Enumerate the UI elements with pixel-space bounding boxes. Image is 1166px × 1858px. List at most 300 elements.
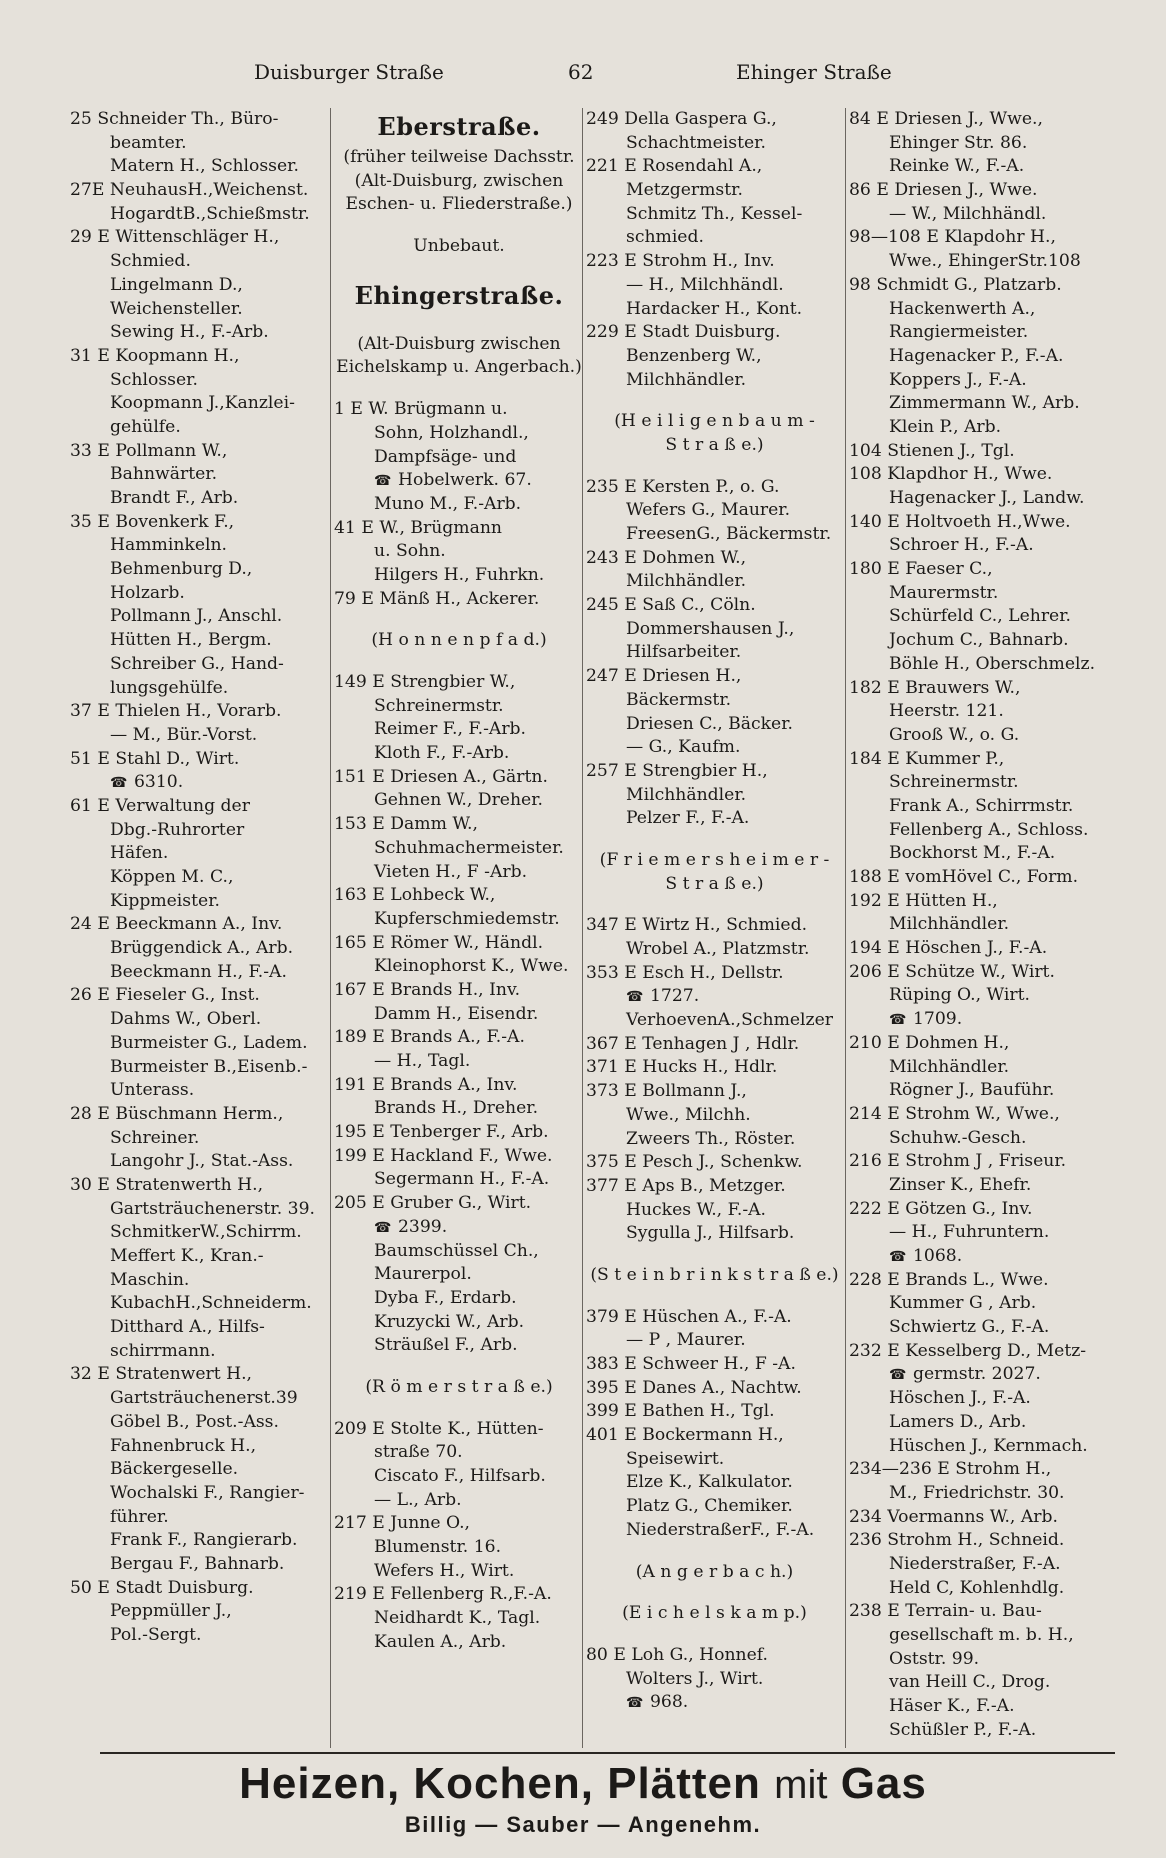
entry-text: Schüßler P., F.-A.	[889, 1719, 1037, 1740]
directory-entry	[70, 179, 328, 203]
street-note	[586, 434, 843, 458]
directory-entry	[70, 866, 328, 890]
directory-entry	[70, 629, 328, 653]
entry-text: Oststr. 99.	[889, 1648, 980, 1669]
entry-text: 84 E Driesen J., Wwe.,	[849, 109, 1043, 129]
directory-entry	[70, 890, 328, 914]
directory-entry	[586, 108, 843, 132]
entry-text: — P , Maurer.	[626, 1330, 746, 1351]
entry-text: Frank A., Schirrmstr.	[889, 795, 1074, 816]
directory-entry	[586, 321, 843, 345]
entry-text: Metzgermstr.	[626, 180, 743, 201]
directory-entry	[70, 653, 328, 677]
directory-entry	[586, 1009, 843, 1033]
entry-text: Wefers H., Wirt.	[374, 1560, 515, 1581]
entry-text: Dampfsäge- und	[374, 446, 517, 467]
directory-entry	[586, 250, 843, 274]
entry-text: 184 E Kummer P.,	[849, 748, 1005, 769]
entry-text: NiederstraßerF., F.-A.	[626, 1519, 815, 1540]
entry-text: 153 E Damm W.,	[334, 814, 478, 835]
directory-entry	[849, 1363, 1111, 1387]
directory-column-4	[849, 108, 1111, 1742]
directory-entry	[70, 108, 328, 132]
ad-gas: Gas	[840, 1759, 927, 1808]
directory-entry	[334, 884, 584, 908]
directory-entry	[849, 1577, 1111, 1601]
directory-entry	[849, 1316, 1111, 1340]
directory-entry	[334, 837, 584, 861]
entry-text: 234 Voermanns W., Arb.	[849, 1506, 1058, 1527]
spacer	[334, 1400, 584, 1418]
directory-entry	[70, 1292, 328, 1316]
entry-text: Blumenstr. 16.	[374, 1537, 502, 1558]
directory-entry	[334, 1263, 584, 1287]
entry-text: FreesenG., Bäckermstr.	[626, 524, 832, 544]
entry-text: Behmenburg D.,	[110, 559, 253, 580]
entry-text: Kippmeister.	[110, 890, 220, 911]
directory-entry	[849, 1127, 1111, 1151]
entry-text: Muno M., F.-Arb.	[374, 493, 522, 514]
directory-entry	[70, 155, 328, 179]
directory-entry	[849, 250, 1111, 274]
entry-text: Rüping O., Wirt.	[889, 985, 1030, 1006]
entry-text: germstr. 2027.	[913, 1364, 1041, 1385]
directory-column-1	[70, 108, 328, 1648]
directory-entry	[70, 771, 328, 795]
directory-entry	[849, 511, 1111, 535]
directory-entry	[849, 534, 1111, 558]
entry-text: Bahnwärter.	[110, 464, 218, 485]
entry-text: 257 E Strengbier H.,	[586, 760, 768, 781]
entry-text: Zweers Th., Röster.	[626, 1128, 796, 1149]
entry-text: (H e i l i g e n b a u m -	[614, 411, 815, 432]
directory-entry	[70, 1032, 328, 1056]
spacer	[334, 380, 584, 398]
directory-entry	[849, 961, 1111, 985]
street-note	[586, 410, 843, 434]
directory-entry	[849, 108, 1111, 132]
directory-entry	[70, 392, 328, 416]
entry-text: Klein P., Arb.	[889, 416, 1002, 437]
directory-entry	[849, 1719, 1111, 1743]
entry-text: Schreiner.	[110, 1127, 200, 1148]
directory-entry	[70, 511, 328, 535]
entry-text: Schreinermstr.	[374, 695, 504, 716]
entry-text: 188 E vomHövel C., Form.	[849, 867, 1079, 887]
entry-text: (E i c h e l s k a m p.)	[622, 1603, 807, 1624]
entry-text: 1709.	[913, 1009, 963, 1030]
entry-text: Schroer H., F.-A.	[889, 535, 1034, 556]
directory-entry	[849, 1600, 1111, 1624]
entry-text: 86 E Driesen J., Wwe.	[849, 180, 1038, 201]
entry-text: Brands H., Dreher.	[374, 1098, 539, 1119]
directory-entry	[70, 534, 328, 558]
directory-entry	[586, 1448, 843, 1472]
directory-entry	[586, 1151, 843, 1175]
directory-entry	[334, 813, 584, 837]
directory-entry	[70, 961, 328, 985]
entry-text: Zimmermann W., Arb.	[889, 393, 1080, 414]
entry-text: Bäckermstr.	[626, 689, 732, 710]
directory-entry	[586, 784, 843, 808]
entry-text: Kupferschmiedemstr.	[374, 908, 560, 929]
entry-text: Wolters J., Wirt.	[626, 1668, 764, 1689]
directory-entry	[586, 226, 843, 250]
directory-entry	[586, 1495, 843, 1519]
street-heading	[334, 277, 584, 315]
entry-text: Kaulen A., Arb.	[374, 1631, 507, 1652]
entry-text: Kummer G , Arb.	[889, 1293, 1037, 1314]
directory-entry	[334, 1441, 584, 1465]
column-divider	[845, 108, 846, 1748]
directory-entry	[334, 1097, 584, 1121]
entry-text: Dahms W., Oberl.	[110, 1009, 262, 1030]
directory-entry	[586, 132, 843, 156]
directory-entry	[334, 1512, 584, 1536]
entry-text: 140 E Holtvoeth H.,Wwe.	[849, 511, 1071, 532]
entry-text: S t r a ß e.)	[665, 873, 764, 894]
directory-entry	[70, 1245, 328, 1269]
directory-entry	[849, 1198, 1111, 1222]
street-note	[586, 1561, 843, 1585]
entry-text: 206 E Schütze W., Wirt.	[849, 961, 1055, 982]
directory-entry	[849, 440, 1111, 464]
directory-entry	[586, 1329, 843, 1353]
entry-text: (früher teilweise Dachsstr.	[343, 147, 575, 167]
directory-entry	[849, 1340, 1111, 1364]
entry-text: Elze K., Kalkulator.	[626, 1472, 793, 1493]
entry-text: Zinser K., Ehefr.	[889, 1174, 1032, 1195]
entry-text: Heerstr. 121.	[889, 701, 1004, 722]
directory-entry	[334, 398, 584, 422]
entry-text: 165 E Römer W., Händl.	[334, 932, 544, 953]
directory-entry	[849, 416, 1111, 440]
entry-text: Pelzer F., F.-A.	[626, 808, 750, 829]
directory-entry	[334, 1168, 584, 1192]
entry-text: Unbebaut.	[413, 236, 505, 257]
entry-text: 51 E Stahl D., Wirt.	[70, 748, 240, 769]
telephone-icon: ☎	[110, 775, 128, 792]
entry-text: 210 E Dohmen H.,	[849, 1032, 1010, 1053]
directory-entry	[849, 345, 1111, 369]
directory-entry	[586, 1080, 843, 1104]
directory-entry	[586, 985, 843, 1009]
directory-entry	[849, 1624, 1111, 1648]
entry-text: Milchhändler.	[889, 914, 1010, 935]
entry-text: Vieten H., F -Arb.	[374, 861, 528, 882]
directory-entry	[586, 618, 843, 642]
directory-entry	[334, 955, 584, 979]
directory-entry	[334, 695, 584, 719]
directory-entry	[849, 1435, 1111, 1459]
entry-text: lungsgehülfe.	[110, 677, 229, 698]
directory-entry	[70, 369, 328, 393]
entry-text: Peppmüller J.,	[110, 1601, 232, 1622]
directory-entry	[334, 1145, 584, 1169]
directory-entry	[70, 1506, 328, 1530]
directory-entry	[586, 665, 843, 689]
entry-text: 236 Strohm H., Schneid.	[849, 1530, 1065, 1551]
entry-text: Schmied.	[110, 251, 191, 272]
directory-entry	[334, 517, 584, 541]
directory-entry	[849, 1056, 1111, 1080]
directory-entry	[586, 807, 843, 831]
entry-text: 235 E Kersten P., o. G.	[586, 476, 780, 497]
entry-text: Gartsträuchenerstr. 39.	[110, 1198, 315, 1219]
entry-text: 29 E Wittenschläger H.,	[70, 227, 280, 248]
entry-text: straße 70.	[374, 1442, 463, 1463]
directory-entry	[586, 962, 843, 986]
entry-text: 195 E Tenberger F., Arb.	[334, 1122, 549, 1143]
directory-entry	[849, 1245, 1111, 1269]
directory-entry	[586, 1353, 843, 1377]
entry-text: Höschen J., F.-A.	[889, 1388, 1031, 1409]
directory-entry	[70, 795, 328, 819]
entry-text: Hagenacker P., F.-A.	[889, 345, 1064, 366]
entry-text: Lingelmann D.,	[110, 274, 243, 295]
directory-entry	[334, 766, 584, 790]
spacer	[586, 1543, 843, 1561]
directory-entry	[334, 1192, 584, 1216]
directory-entry	[70, 1221, 328, 1245]
directory-entry	[70, 1269, 328, 1293]
entry-text: Fahnenbruck H.,	[110, 1435, 257, 1456]
entry-text: Wwe., Milchh.	[626, 1104, 751, 1125]
directory-column-3	[586, 108, 843, 1715]
entry-text: Baumschüssel Ch.,	[374, 1240, 539, 1261]
entry-text: VerhoevenA.,Schmelzer	[626, 1010, 833, 1031]
entry-text: 24 E Beeckmann A., Inv.	[70, 914, 283, 935]
telephone-icon: ☎	[889, 1012, 907, 1029]
entry-text: 373 E Bollmann J.,	[586, 1081, 747, 1102]
entry-text: 401 E Bockermann H.,	[586, 1425, 784, 1446]
directory-entry	[334, 861, 584, 885]
directory-entry	[849, 748, 1111, 772]
entry-text: 223 E Strohm H., Inv.	[586, 251, 775, 272]
street-note	[334, 193, 584, 217]
directory-entry	[849, 487, 1111, 511]
entry-text: führer.	[110, 1506, 169, 1527]
directory-entry	[849, 677, 1111, 701]
directory-entry	[70, 440, 328, 464]
directory-entry	[70, 1127, 328, 1151]
street-note	[334, 146, 584, 170]
directory-entry	[70, 1056, 328, 1080]
telephone-icon: ☎	[374, 473, 392, 490]
directory-entry	[586, 523, 843, 547]
entry-text: Brüggendick A., Arb.	[110, 938, 294, 959]
directory-entry	[334, 1050, 584, 1074]
directory-entry	[70, 1340, 328, 1364]
directory-entry	[849, 321, 1111, 345]
street-note	[334, 333, 584, 357]
entry-text: Hobelwerk. 67.	[398, 470, 532, 491]
entry-text: — G., Kaufm.	[626, 737, 741, 758]
directory-entry	[586, 1033, 843, 1057]
directory-entry	[586, 274, 843, 298]
entry-text: Held C, Kohlenhdlg.	[889, 1577, 1065, 1598]
entry-text: SchmitkerW.,Schirrm.	[110, 1222, 302, 1243]
entry-text: 108 Klapdhor H., Wwe.	[849, 464, 1053, 485]
directory-entry	[849, 653, 1111, 677]
entry-text: 28 E Büschmann Herm.,	[70, 1103, 284, 1124]
directory-entry	[586, 594, 843, 618]
directory-entry	[70, 1435, 328, 1459]
entry-text: Pollmann J., Anschl.	[110, 606, 283, 627]
entry-text: Ditthard A., Hilfs-	[110, 1317, 265, 1338]
directory-entry	[849, 724, 1111, 748]
entry-text: (A n g e r b a c h.)	[635, 1561, 794, 1582]
directory-entry	[849, 700, 1111, 724]
directory-entry	[849, 1150, 1111, 1174]
entry-text: 243 E Dohmen W.,	[586, 547, 747, 568]
entry-text: 27E NeuhausH.,Weichenst.	[70, 180, 309, 201]
entry-text: Hilfsarbeiter.	[626, 642, 742, 663]
entry-text: Schlosser.	[110, 369, 198, 390]
directory-entry	[586, 298, 843, 322]
directory-entry	[70, 842, 328, 866]
telephone-icon: ☎	[889, 1249, 907, 1265]
entry-text: (S t e i n b r i n k s t r a ß e.)	[590, 1264, 839, 1285]
directory-entry	[334, 1216, 584, 1240]
entry-text: Ehingerstraße.	[354, 280, 564, 310]
header-right-street: Ehinger Straße	[736, 60, 892, 84]
entry-text: Neidhardt K., Tagl.	[374, 1608, 541, 1629]
directory-entry	[70, 1553, 328, 1577]
entry-text: — M., Bür.-Vorst.	[110, 724, 258, 745]
entry-text: Rögner J., Bauführ.	[889, 1080, 1055, 1101]
street-note	[334, 1376, 584, 1400]
directory-entry	[586, 1104, 843, 1128]
directory-entry	[849, 1529, 1111, 1553]
entry-text: Häfen.	[110, 843, 169, 864]
entry-text: Wochalski F., Rangier-	[110, 1482, 305, 1503]
directory-entry	[334, 422, 584, 446]
directory-entry	[70, 1529, 328, 1553]
entry-text: Schuhmachermeister.	[374, 837, 564, 858]
entry-text: schmied.	[626, 227, 704, 248]
entry-text: 353 E Esch H., Dellstr.	[586, 962, 784, 983]
entry-text: 30 E Stratenwerth H.,	[70, 1174, 264, 1195]
gas-advertisement	[0, 1758, 1166, 1811]
directory-entry	[70, 274, 328, 298]
entry-text: KubachH.,Schneiderm.	[110, 1293, 312, 1314]
entry-text: Unterass.	[110, 1080, 195, 1101]
entry-text: — H., Fuhruntern.	[889, 1222, 1050, 1243]
street-note	[334, 170, 584, 194]
entry-text: Kleinophorst K., Wwe.	[374, 956, 569, 977]
directory-entry	[586, 1222, 843, 1246]
entry-text: HogardtB.,Schießmstr.	[110, 203, 310, 224]
entry-text: Schürfeld C., Lehrer.	[889, 606, 1072, 627]
entry-text: Matern H., Schlosser.	[110, 156, 299, 177]
directory-entry	[586, 179, 843, 203]
entry-text: Meffert K., Kran.-	[110, 1246, 264, 1266]
entry-text: 25 Schneider Th., Büro-	[70, 109, 279, 129]
entry-text: Hamminkeln.	[110, 535, 228, 556]
entry-text: 33 E Pollmann W.,	[70, 440, 228, 461]
entry-text: Schreiber G., Hand-	[110, 653, 284, 674]
directory-entry	[586, 1306, 843, 1330]
entry-text: Hardacker H., Kont.	[626, 298, 803, 319]
directory-entry	[70, 1624, 328, 1648]
entry-text: Dommershausen J.,	[626, 618, 795, 639]
entry-text: 191 E Brands A., Inv.	[334, 1074, 518, 1095]
entry-text: 228 E Brands L., Wwe.	[849, 1269, 1049, 1290]
entry-text: Huckes W., F.-A.	[626, 1199, 766, 1220]
directory-entry	[70, 203, 328, 227]
spacer	[586, 1288, 843, 1306]
entry-text: — W., Milchhändl.	[889, 203, 1047, 224]
entry-text: van Heill C., Drog.	[889, 1672, 1051, 1693]
directory-entry	[334, 1536, 584, 1560]
directory-entry	[849, 179, 1111, 203]
entry-text: 167 E Brands H., Inv.	[334, 979, 521, 1000]
directory-entry	[70, 937, 328, 961]
directory-entry	[849, 558, 1111, 582]
entry-text: Pol.-Sergt.	[110, 1625, 202, 1645]
directory-entry	[849, 913, 1111, 937]
entry-text: 61 E Verwaltung der	[70, 795, 250, 816]
directory-entry	[849, 866, 1111, 890]
entry-text: 1068.	[913, 1246, 963, 1266]
ad-headline: Heizen, Kochen, Plätten	[239, 1759, 761, 1808]
entry-text: 221 E Rosendahl A.,	[586, 156, 763, 177]
entry-text: Kloth F., F.-Arb.	[374, 743, 510, 764]
directory-entry	[849, 226, 1111, 250]
entry-text: Driesen C., Bäcker.	[626, 713, 793, 734]
entry-text: Milchhändler.	[626, 369, 747, 390]
entry-text: Göbel B., Post.-Ass.	[110, 1411, 279, 1432]
directory-entry	[70, 1008, 328, 1032]
entry-text: Niederstraßer, F.-A.	[889, 1553, 1061, 1574]
directory-entry	[586, 760, 843, 784]
directory-entry	[586, 1668, 843, 1692]
street-note	[334, 356, 584, 380]
directory-entry	[849, 298, 1111, 322]
entry-text: (Alt-Duisburg zwischen	[357, 333, 561, 354]
entry-text: Eschen- u. Fliederstraße.)	[345, 194, 573, 215]
directory-entry	[334, 540, 584, 564]
entry-text: Köppen M. C.,	[110, 867, 234, 887]
directory-entry	[849, 1221, 1111, 1245]
entry-text: Wefers G., Maurer.	[626, 500, 791, 521]
entry-text: 249 Della Gaspera G.,	[586, 109, 777, 129]
entry-text: 245 E Saß C., Cöln.	[586, 595, 756, 616]
directory-entry	[849, 1387, 1111, 1411]
directory-entry	[334, 1418, 584, 1442]
directory-entry	[849, 274, 1111, 298]
entry-text: 219 E Fellenberg R.,F.-A.	[334, 1584, 552, 1605]
directory-entry	[334, 932, 584, 956]
directory-entry	[70, 1411, 328, 1435]
directory-entry	[334, 671, 584, 695]
entry-text: (H o n n e n p f a d.)	[371, 630, 547, 651]
directory-entry	[849, 605, 1111, 629]
directory-entry	[334, 979, 584, 1003]
spacer	[334, 217, 584, 235]
directory-entry	[586, 1691, 843, 1715]
directory-entry	[334, 1560, 584, 1584]
directory-entry	[849, 1292, 1111, 1316]
entry-text: Hütten H., Bergm.	[110, 630, 272, 651]
directory-entry	[849, 1032, 1111, 1056]
directory-entry	[70, 605, 328, 629]
entry-text: Eichelskamp u. Angerbach.)	[336, 357, 582, 378]
directory-entry	[334, 1631, 584, 1655]
spacer	[586, 896, 843, 914]
entry-text: 399 E Bathen H., Tgl.	[586, 1401, 775, 1422]
